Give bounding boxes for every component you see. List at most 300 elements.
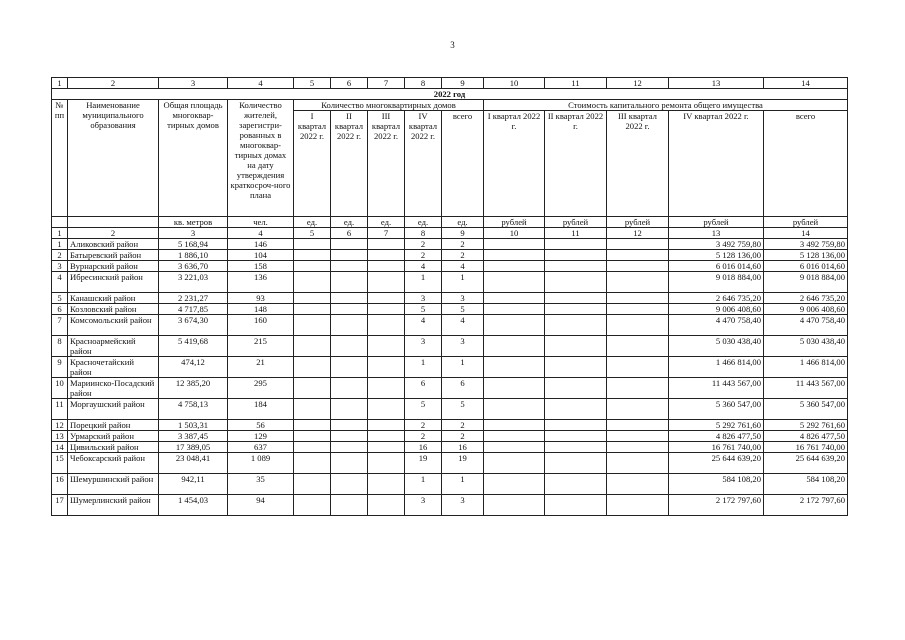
houses-q1 [294,431,331,442]
residents-count: 148 [228,304,294,315]
row-number: 13 [52,431,68,442]
cost-total: 3 492 759,80 [764,239,848,250]
header-area: Общая площадь многоквар-тирных домов [159,100,228,217]
row-number: 17 [52,495,68,516]
houses-q4: 1 [405,357,442,378]
col-number-14: 14 [764,78,848,89]
table-row [52,272,848,293]
col-number-repeat-9: 9 [442,228,484,239]
table-row [52,304,848,315]
cost-q2 [545,250,607,261]
houses-total: 3 [442,495,484,516]
col-number-repeat-3: 3 [159,228,228,239]
district-name: Аликовский район [68,239,159,250]
header-name: Наименование муниципального образования [68,100,159,217]
col-number-2: 2 [68,78,159,89]
cost-q4: 2 172 797,60 [669,495,764,516]
col-number-repeat-12: 12 [607,228,669,239]
residents-count: 215 [228,336,294,357]
cost-q1 [484,474,545,495]
cost-q2 [545,239,607,250]
cost-total: 9 018 884,00 [764,272,848,293]
cost-q1 [484,293,545,304]
houses-q3 [368,453,405,474]
district-name: Мариинско-Посадский район [68,378,159,399]
row-number: 4 [52,272,68,293]
houses-q4: 2 [405,420,442,431]
cost-q3 [607,420,669,431]
unit-cell: рублей [484,217,545,228]
year-header: 2022 год [52,89,848,100]
cost-q4: 5 128 136,00 [669,250,764,261]
residents-count: 93 [228,293,294,304]
total-area: 17 389,05 [159,442,228,453]
row-number: 6 [52,304,68,315]
col-number-repeat-2: 2 [68,228,159,239]
cost-q2 [545,378,607,399]
cost-total: 9 006 408,60 [764,304,848,315]
houses-total: 5 [442,399,484,420]
unit-cell [68,217,159,228]
unit-cell: ед. [368,217,405,228]
residents-count: 184 [228,399,294,420]
cost-q3 [607,261,669,272]
houses-total: 4 [442,261,484,272]
total-area: 2 231,27 [159,293,228,304]
row-number: 3 [52,261,68,272]
cost-q4: 584 108,20 [669,474,764,495]
houses-q1 [294,315,331,336]
houses-total: 1 [442,272,484,293]
cost-q3 [607,399,669,420]
col-number-repeat-7: 7 [368,228,405,239]
houses-q4: 3 [405,336,442,357]
header-houses-group: Количество многоквартирных домов [294,100,484,111]
table-row [52,357,848,378]
houses-total: 1 [442,357,484,378]
unit-cell: рублей [764,217,848,228]
col-number-repeat-8: 8 [405,228,442,239]
total-area: 5 168,94 [159,239,228,250]
cost-q3 [607,239,669,250]
houses-q4: 16 [405,442,442,453]
cost-q2 [545,431,607,442]
unit-cell: рублей [545,217,607,228]
district-name: Цивильский район [68,442,159,453]
row-number: 1 [52,239,68,250]
total-area: 3 674,30 [159,315,228,336]
header-cost-q4: IV квартал 2022 г. [669,111,764,217]
row-number: 11 [52,399,68,420]
total-area: 474,12 [159,357,228,378]
houses-q2 [331,495,368,516]
header-residents: Количество жителей, зарегистри-рованных в многоквар-тирных домах на дату утверждения краткосроч-ного плана [228,100,294,217]
cost-q2 [545,420,607,431]
header-q1: I квартал 2022 г. [294,111,331,217]
table-row [52,315,848,336]
units-row [52,217,848,228]
col-number-repeat-14: 14 [764,228,848,239]
cost-q2 [545,261,607,272]
cost-q4: 3 492 759,80 [669,239,764,250]
houses-q2 [331,315,368,336]
houses-q3 [368,272,405,293]
cost-total: 6 016 014,60 [764,261,848,272]
cost-total: 25 644 639,20 [764,453,848,474]
district-name: Красночетайский район [68,357,159,378]
col-number-11: 11 [545,78,607,89]
district-name: Урмарский район [68,431,159,442]
houses-q3 [368,315,405,336]
houses-q3 [368,304,405,315]
residents-count: 104 [228,250,294,261]
header-total: всего [442,111,484,217]
houses-q3 [368,442,405,453]
houses-q2 [331,261,368,272]
residents-count: 1 089 [228,453,294,474]
houses-q2 [331,304,368,315]
district-name: Красноармейский район [68,336,159,357]
residents-count: 35 [228,474,294,495]
col-number-1: 1 [52,78,68,89]
cost-q1 [484,272,545,293]
houses-q4: 2 [405,250,442,261]
cost-q3 [607,378,669,399]
total-area: 1 886,10 [159,250,228,261]
houses-q2 [331,431,368,442]
district-name: Канашский район [68,293,159,304]
houses-q4: 2 [405,239,442,250]
total-area: 3 636,70 [159,261,228,272]
houses-q3 [368,261,405,272]
houses-q4: 19 [405,453,442,474]
row-number: 7 [52,315,68,336]
unit-cell: кв. метров [159,217,228,228]
houses-q1 [294,378,331,399]
col-number-repeat-11: 11 [545,228,607,239]
unit-cell: ед. [294,217,331,228]
cost-q3 [607,474,669,495]
col-number-3: 3 [159,78,228,89]
cost-q3 [607,453,669,474]
residents-count: 136 [228,272,294,293]
table-row [52,261,848,272]
cost-q1 [484,453,545,474]
cost-q4: 9 018 884,00 [669,272,764,293]
header-q2: II квартал 2022 г. [331,111,368,217]
cost-q2 [545,315,607,336]
cost-q3 [607,272,669,293]
cost-total: 11 443 567,00 [764,378,848,399]
houses-q1 [294,399,331,420]
repair-plan-table [51,77,848,516]
header-cost-total: всего [764,111,848,217]
houses-q3 [368,378,405,399]
col-number-9: 9 [442,78,484,89]
houses-q4: 1 [405,272,442,293]
houses-q2 [331,378,368,399]
total-area: 4 758,13 [159,399,228,420]
district-name: Вурнарский район [68,261,159,272]
houses-total: 6 [442,378,484,399]
houses-q1 [294,250,331,261]
cost-q4: 16 761 740,00 [669,442,764,453]
district-name: Порецкий район [68,420,159,431]
cost-q1 [484,261,545,272]
cost-q3 [607,442,669,453]
houses-q2 [331,357,368,378]
page-number: 3 [450,40,455,50]
unit-cell: рублей [669,217,764,228]
residents-count: 637 [228,442,294,453]
houses-q4: 3 [405,495,442,516]
residents-count: 21 [228,357,294,378]
houses-q1 [294,442,331,453]
houses-total: 2 [442,431,484,442]
cost-q1 [484,420,545,431]
cost-q1 [484,315,545,336]
header-q3: III квартал 2022 г. [368,111,405,217]
row-number: 5 [52,293,68,304]
houses-q1 [294,357,331,378]
unit-cell: чел. [228,217,294,228]
cost-total: 16 761 740,00 [764,442,848,453]
houses-q2 [331,250,368,261]
houses-total: 1 [442,474,484,495]
table-row [52,474,848,495]
houses-total: 19 [442,453,484,474]
district-name: Чебоксарский район [68,453,159,474]
cost-total: 4 826 477,50 [764,431,848,442]
unit-cell: рублей [607,217,669,228]
table-row [52,239,848,250]
houses-q3 [368,357,405,378]
header-row-1 [52,100,848,111]
year-row [52,89,848,100]
houses-q1 [294,239,331,250]
cost-q3 [607,250,669,261]
header-cost-group: Стоимость капитального ремонта общего имущества [484,100,848,111]
row-number: 12 [52,420,68,431]
cost-q4: 11 443 567,00 [669,378,764,399]
col-number-repeat-4: 4 [228,228,294,239]
cost-q2 [545,304,607,315]
cost-q4: 2 646 735,20 [669,293,764,304]
col-number-repeat-1: 1 [52,228,68,239]
district-name: Комсомольский район [68,315,159,336]
total-area: 23 048,41 [159,453,228,474]
houses-total: 4 [442,315,484,336]
total-area: 5 419,68 [159,336,228,357]
houses-q3 [368,431,405,442]
cost-q3 [607,431,669,442]
houses-q4: 3 [405,293,442,304]
houses-total: 2 [442,250,484,261]
residents-count: 146 [228,239,294,250]
unit-cell: ед. [331,217,368,228]
col-number-4: 4 [228,78,294,89]
cost-q3 [607,336,669,357]
cost-q3 [607,315,669,336]
cost-q2 [545,495,607,516]
cost-q1 [484,357,545,378]
residents-count: 56 [228,420,294,431]
header-q4: IV квартал 2022 г. [405,111,442,217]
row-number: 2 [52,250,68,261]
cost-total: 1 466 814,00 [764,357,848,378]
cost-q2 [545,336,607,357]
houses-q4: 5 [405,304,442,315]
col-number-repeat-10: 10 [484,228,545,239]
houses-q2 [331,293,368,304]
cost-q3 [607,357,669,378]
houses-q2 [331,399,368,420]
houses-q2 [331,336,368,357]
unit-cell [52,217,68,228]
cost-q3 [607,304,669,315]
table-row [52,293,848,304]
houses-q2 [331,420,368,431]
cost-q4: 4 826 477,50 [669,431,764,442]
houses-q4: 4 [405,261,442,272]
header-cost-q1: I квартал 2022 г. [484,111,545,217]
cost-q4: 5 030 438,40 [669,336,764,357]
row-number: 8 [52,336,68,357]
cost-q1 [484,250,545,261]
cost-q1 [484,495,545,516]
cost-total: 4 470 758,40 [764,315,848,336]
col-number-10: 10 [484,78,545,89]
cost-q1 [484,378,545,399]
cost-q4: 5 292 761,60 [669,420,764,431]
houses-q3 [368,250,405,261]
table-row [52,336,848,357]
houses-q2 [331,239,368,250]
total-area: 942,11 [159,474,228,495]
houses-total: 3 [442,293,484,304]
district-name: Ибресинский район [68,272,159,293]
residents-count: 158 [228,261,294,272]
district-name: Шемуршинский район [68,474,159,495]
cost-q2 [545,272,607,293]
residents-count: 94 [228,495,294,516]
col-number-13: 13 [669,78,764,89]
cost-q4: 25 644 639,20 [669,453,764,474]
cost-total: 5 128 136,00 [764,250,848,261]
district-name: Козловский район [68,304,159,315]
houses-total: 2 [442,420,484,431]
table-row [52,420,848,431]
col-number-5: 5 [294,78,331,89]
houses-q1 [294,272,331,293]
total-area: 4 717,85 [159,304,228,315]
row-number: 10 [52,378,68,399]
cost-q2 [545,442,607,453]
houses-q4: 4 [405,315,442,336]
houses-q4: 5 [405,399,442,420]
col-number-7: 7 [368,78,405,89]
col-number-repeat-6: 6 [331,228,368,239]
header-no: № пп [52,100,68,217]
houses-q3 [368,474,405,495]
cost-total: 5 030 438,40 [764,336,848,357]
cost-q2 [545,474,607,495]
cost-total: 584 108,20 [764,474,848,495]
cost-q3 [607,293,669,304]
header-cost-q2: II квартал 2022 г. [545,111,607,217]
table-row [52,495,848,516]
district-name: Моргаушский район [68,399,159,420]
cost-q3 [607,495,669,516]
houses-q1 [294,293,331,304]
cost-q1 [484,304,545,315]
district-name: Шумерлинский район [68,495,159,516]
houses-q3 [368,495,405,516]
table-row [52,250,848,261]
cost-q1 [484,239,545,250]
houses-q2 [331,442,368,453]
houses-q3 [368,420,405,431]
row-number: 14 [52,442,68,453]
residents-count: 160 [228,315,294,336]
houses-total: 2 [442,239,484,250]
cost-q4: 9 006 408,60 [669,304,764,315]
cost-total: 5 292 761,60 [764,420,848,431]
header-cost-q3: III квартал 2022 г. [607,111,669,217]
col-number-8: 8 [405,78,442,89]
cost-q1 [484,442,545,453]
cost-q2 [545,399,607,420]
unit-cell: ед. [442,217,484,228]
table-row [52,431,848,442]
cost-q4: 1 466 814,00 [669,357,764,378]
houses-q4: 6 [405,378,442,399]
houses-q1 [294,474,331,495]
col-number-repeat-13: 13 [669,228,764,239]
houses-q4: 2 [405,431,442,442]
table-row [52,453,848,474]
column-number-row [52,78,848,89]
houses-q3 [368,239,405,250]
unit-cell: ед. [405,217,442,228]
residents-count: 295 [228,378,294,399]
houses-total: 3 [442,336,484,357]
table-row [52,399,848,420]
cost-q2 [545,357,607,378]
houses-q2 [331,474,368,495]
col-number-6: 6 [331,78,368,89]
cost-q4: 5 360 547,00 [669,399,764,420]
cost-q1 [484,431,545,442]
houses-q1 [294,453,331,474]
cost-q2 [545,453,607,474]
total-area: 3 387,45 [159,431,228,442]
residents-count: 129 [228,431,294,442]
houses-total: 16 [442,442,484,453]
cost-total: 2 646 735,20 [764,293,848,304]
cost-q2 [545,293,607,304]
cost-total: 5 360 547,00 [764,399,848,420]
table-row [52,442,848,453]
district-name: Батыревский район [68,250,159,261]
houses-q1 [294,495,331,516]
total-area: 1 503,31 [159,420,228,431]
houses-q3 [368,399,405,420]
cost-q4: 6 016 014,60 [669,261,764,272]
total-area: 1 454,03 [159,495,228,516]
houses-q1 [294,420,331,431]
column-number-row-2 [52,228,848,239]
